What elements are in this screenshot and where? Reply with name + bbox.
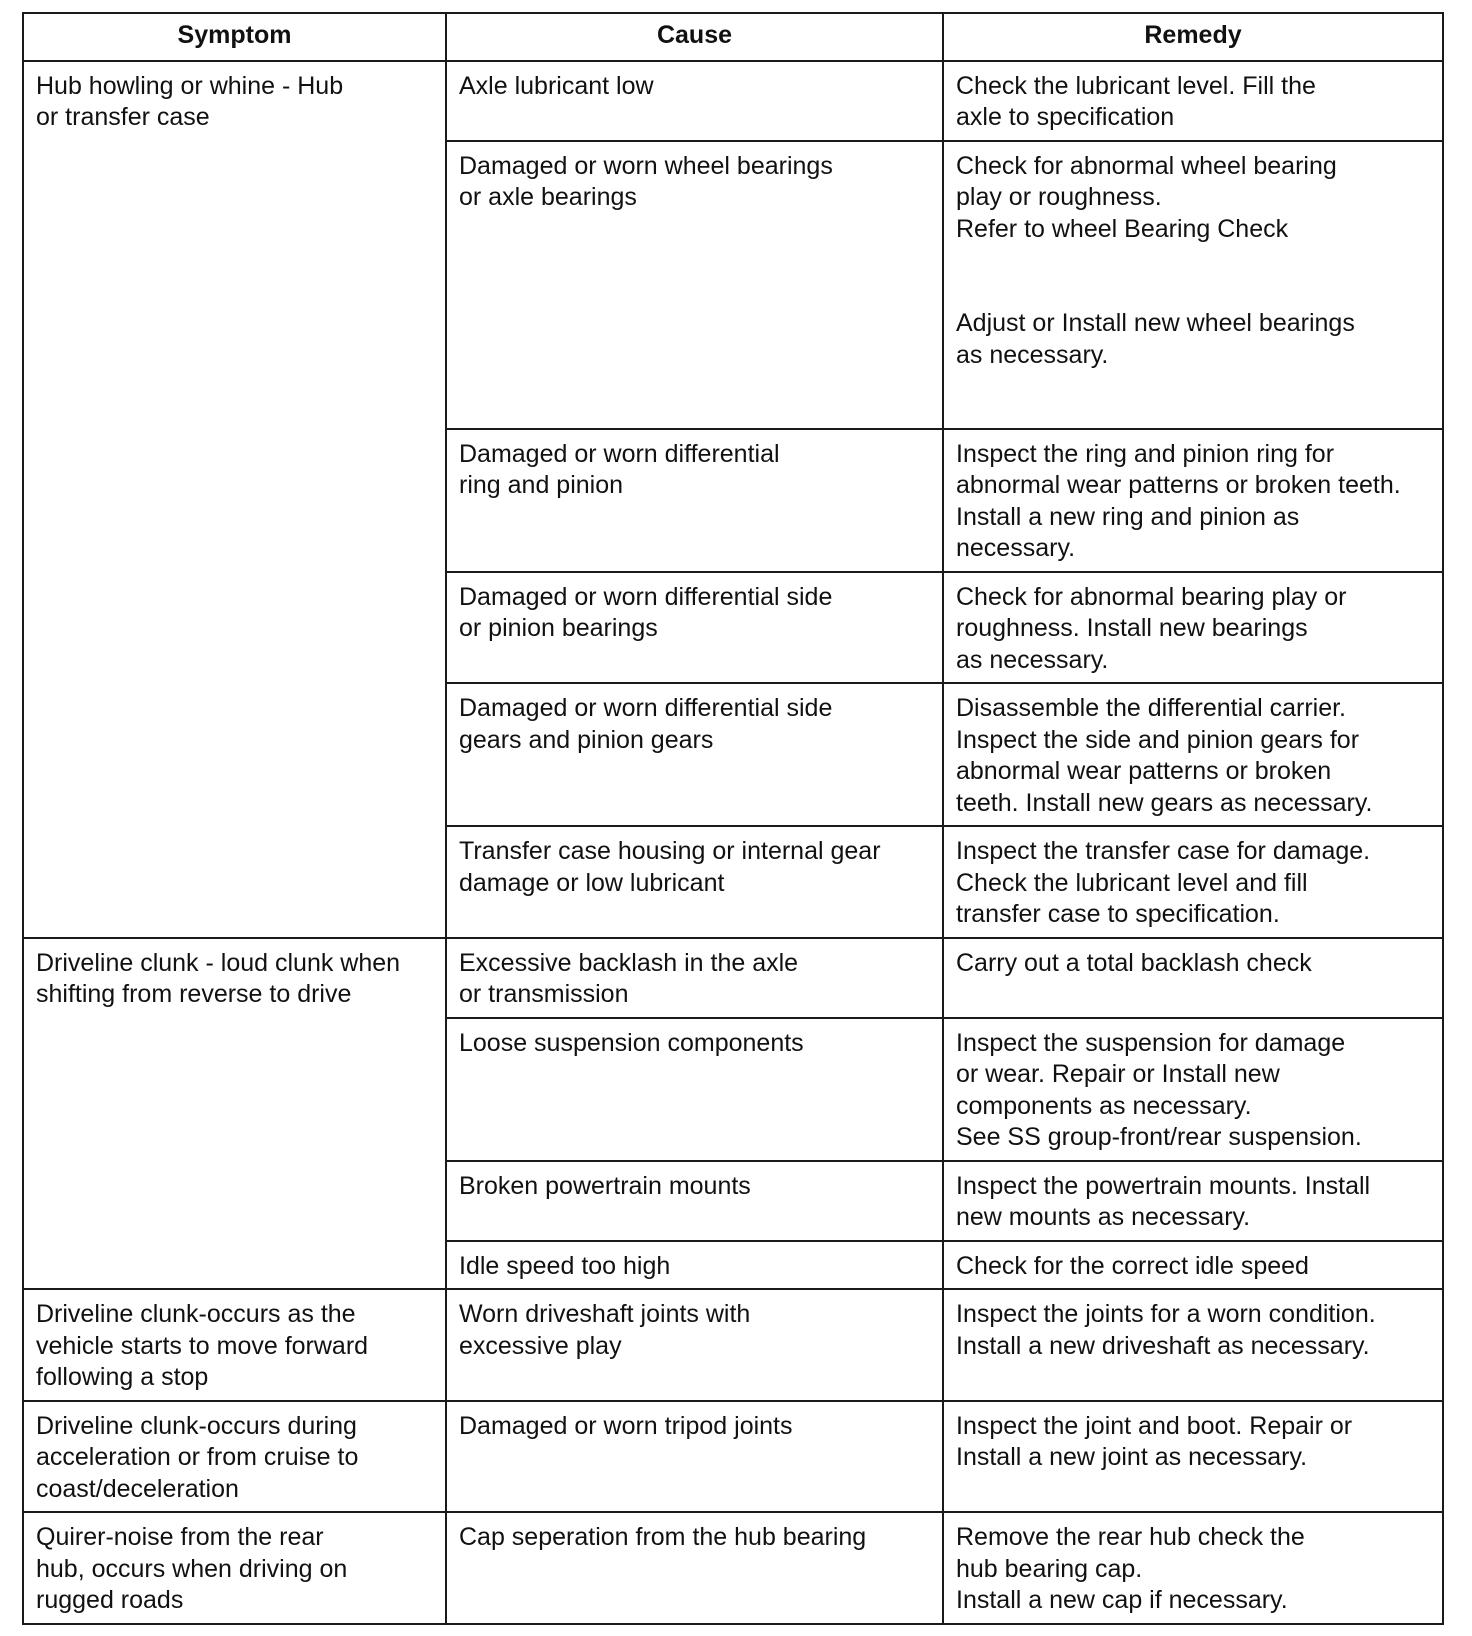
remedy-cell: Check for abnormal wheel bearing play or roughness. Refer to wheel Bearing Check Adjust or Install new wheel bearings as necessary. (943, 141, 1443, 429)
symptom-cell: Quirer-noise from the rear hub, occurs when driving on rugged roads (23, 1512, 446, 1624)
remedy-cell: Inspect the transfer case for damage. Check the lubricant level and fill transfer case to specification. (943, 826, 1443, 938)
table-row (23, 61, 1443, 141)
diagnosis-table (22, 12, 1444, 1625)
cause-cell: Damaged or worn differential side or pinion bearings (446, 572, 943, 684)
remedy-cell: Carry out a total backlash check (943, 938, 1443, 1018)
cause-cell: Broken powertrain mounts (446, 1161, 943, 1241)
remedy-cell: Inspect the powertrain mounts. Install new mounts as necessary. (943, 1161, 1443, 1241)
header-row (23, 13, 1443, 61)
remedy-cell: Disassemble the differential carrier. Inspect the side and pinion gears for abnormal wear patterns or broken teeth. Install new gears as necessary. (943, 683, 1443, 826)
cause-cell: Cap seperation from the hub bearing (446, 1512, 943, 1624)
cause-cell: Excessive backlash in the axle or transmission (446, 938, 943, 1018)
remedy-cell: Inspect the suspension for damage or wear. Repair or Install new components as necessary. See SS group-front/rear suspension. (943, 1018, 1443, 1161)
remedy-cell: Inspect the joint and boot. Repair or Install a new joint as necessary. (943, 1401, 1443, 1513)
symptom-cell: Driveline clunk - loud clunk when shifting from reverse to drive (23, 938, 446, 1290)
cause-cell: Damaged or worn differential side gears and pinion gears (446, 683, 943, 826)
header-remedy: Remedy (943, 13, 1443, 61)
remedy-cell: Check for abnormal bearing play or roughness. Install new bearings as necessary. (943, 572, 1443, 684)
symptom-cell: Driveline clunk-occurs during acceleration or from cruise to coast/deceleration (23, 1401, 446, 1513)
symptom-cell: Hub howling or whine - Hub or transfer case (23, 61, 446, 938)
remedy-cell: Check the lubricant level. Fill the axle to specification (943, 61, 1443, 141)
header-cause: Cause (446, 13, 943, 61)
remedy-cell: Inspect the joints for a worn condition. Install a new driveshaft as necessary. (943, 1289, 1443, 1401)
cause-cell: Worn driveshaft joints with excessive play (446, 1289, 943, 1401)
table-row (23, 1512, 1443, 1624)
cause-cell: Idle speed too high (446, 1241, 943, 1290)
remedy-cell: Remove the rear hub check the hub bearing cap. Install a new cap if necessary. (943, 1512, 1443, 1624)
cause-cell: Loose suspension components (446, 1018, 943, 1161)
cause-cell: Damaged or worn differential ring and pinion (446, 429, 943, 572)
cause-cell: Damaged or worn tripod joints (446, 1401, 943, 1513)
table-row (23, 1289, 1443, 1401)
header-symptom: Symptom (23, 13, 446, 61)
symptom-cell: Driveline clunk-occurs as the vehicle starts to move forward following a stop (23, 1289, 446, 1401)
cause-cell: Axle lubricant low (446, 61, 943, 141)
cause-cell: Transfer case housing or internal gear damage or low lubricant (446, 826, 943, 938)
remedy-cell: Inspect the ring and pinion ring for abnormal wear patterns or broken teeth. Install a new ring and pinion as necessary. (943, 429, 1443, 572)
table-row (23, 938, 1443, 1018)
cause-cell: Damaged or worn wheel bearings or axle bearings (446, 141, 943, 429)
table-row (23, 1401, 1443, 1513)
remedy-cell: Check for the correct idle speed (943, 1241, 1443, 1290)
